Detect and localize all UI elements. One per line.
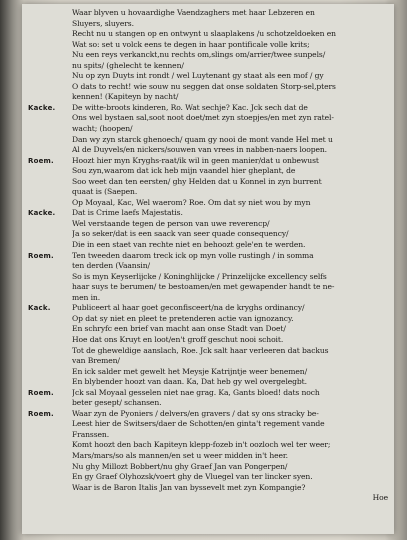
speaker-label bbox=[28, 145, 72, 156]
speaker-label bbox=[28, 29, 72, 40]
line-text: Mars/mars/so als mannen/en set u weer midden in't heer. bbox=[72, 450, 288, 460]
speaker-label bbox=[28, 92, 72, 103]
line-text: Ja so seker/dat is een saack van seer quade consequency/ bbox=[72, 229, 289, 239]
text-line bbox=[28, 198, 388, 209]
text-line bbox=[28, 103, 388, 114]
line-text: Nu ghy Millozt Bobbert/nu ghy Graef Jan van Pongerpen/ bbox=[72, 461, 288, 471]
text-line bbox=[28, 113, 388, 124]
line-text: Wel verstaande tegen de person van uwe reverencp/ bbox=[72, 218, 270, 228]
speaker-label bbox=[28, 229, 72, 240]
text-line bbox=[28, 324, 388, 335]
line-text: nu spits/ (ghelecht te kennen/ bbox=[72, 60, 184, 70]
speaker-label bbox=[28, 430, 72, 441]
text-line bbox=[28, 272, 388, 283]
speaker-label bbox=[28, 367, 72, 378]
line-text: En blybender hoozt van daan. Ka, Dat heb gy wel overgelegbt. bbox=[72, 377, 307, 387]
text-line bbox=[28, 282, 388, 293]
speaker-label: Kack. bbox=[28, 304, 51, 313]
line-text: kennen! (Kapiteyn by nacht/ bbox=[72, 92, 179, 102]
line-text: Wat so: set u volck eens te degen in haar pontificale volle krits; bbox=[72, 39, 310, 49]
text-line bbox=[28, 483, 388, 494]
text-line bbox=[28, 377, 388, 388]
speaker-label bbox=[28, 293, 72, 304]
line-text: Nu op zyn Duyts int rondt / wel Luytenant gy staat als een mof / gy bbox=[72, 71, 324, 81]
line-text: Dat is Crime laefs Majestatis. bbox=[72, 208, 183, 218]
speaker-label bbox=[28, 187, 72, 198]
text-line bbox=[28, 187, 388, 198]
speaker-label bbox=[28, 19, 72, 30]
line-text: Hoe bbox=[372, 493, 388, 503]
line-text: En ick salder met gewelt het Meysje Katrijntje weer benemen/ bbox=[72, 366, 308, 376]
text-line bbox=[28, 314, 388, 325]
line-text: Komt hoozt den bach Kapiteyn klepp-fozeb in't oozloch wel ter weer; bbox=[72, 440, 331, 450]
speaker-label: Roem. bbox=[28, 251, 54, 260]
line-text: Nu een reys verkanckt,nu rechts om,slings om/arrier/twee sunpels/ bbox=[72, 50, 326, 60]
line-text: En gy Graef Olyhozsk/voert ghy de Vluegel van ter lincker syen. bbox=[72, 472, 313, 482]
line-text: Al de Duyvels/en nickers/souwen van vrees in nabben-naers loopen. bbox=[72, 145, 327, 155]
speaker-label: Roem. bbox=[28, 388, 54, 397]
speaker-label bbox=[28, 219, 72, 230]
speaker-label bbox=[28, 166, 72, 177]
speaker-label bbox=[28, 113, 72, 124]
line-text: Recht nu u stangen op en ontwynt u slaaplakens /u schotzeldoeken en bbox=[72, 29, 336, 39]
line-text: Op Moyaal, Kac, Wel waerom? Roe. Om dat sy niet wou by myn bbox=[72, 197, 311, 207]
line-text: Hoe dat ons Kruyt en loot/en't groff geschut nooi schoit. bbox=[72, 334, 284, 344]
text-line bbox=[28, 335, 388, 346]
line-text: ten derden (Vaansin/ bbox=[72, 261, 150, 271]
text-line bbox=[28, 440, 388, 451]
text-line bbox=[28, 240, 388, 251]
line-text: wacht; (hoopen/ bbox=[72, 124, 133, 134]
speaker-label bbox=[28, 472, 72, 483]
line-text: Publiceert al haar goet geconfisceert/na de kryghs ordinancy/ bbox=[72, 303, 305, 313]
text-line bbox=[28, 19, 388, 30]
speaker-label bbox=[28, 40, 72, 51]
line-text: van Bremen/ bbox=[72, 356, 120, 366]
text-line bbox=[28, 166, 388, 177]
line-text: So is myn Keyserlijcke / Koninghlijcke / Prinzelijcke excellency selfs bbox=[72, 271, 327, 281]
text-line bbox=[28, 219, 388, 230]
line-text: De witte-broots kinderen, Ro. Wat sechje? Kac. Jck sech dat de bbox=[72, 102, 308, 112]
text-line bbox=[28, 40, 388, 51]
speaker-label bbox=[28, 82, 72, 93]
speaker-label bbox=[28, 272, 72, 283]
line-text: Waar is de Baron Italis Jan van byssevelt met zyn Kompangie? bbox=[72, 482, 306, 492]
speaker-label bbox=[28, 240, 72, 251]
speaker-label bbox=[28, 377, 72, 388]
line-text: O dats to recht! wie souw nu seggen dat onse soldaten Storp-sel,pters bbox=[72, 81, 336, 91]
text-line bbox=[28, 50, 388, 61]
speaker-label bbox=[28, 314, 72, 325]
text-line bbox=[28, 229, 388, 240]
line-text: Die in een staet van rechte niet en behoozt gele'en te werden. bbox=[72, 240, 306, 250]
speaker-label bbox=[28, 135, 72, 146]
speaker-label bbox=[28, 282, 72, 293]
speaker-label bbox=[28, 451, 72, 462]
speaker-label bbox=[28, 335, 72, 346]
text-line bbox=[28, 419, 388, 430]
line-text: beter gesept/ schansen. bbox=[72, 398, 162, 408]
text-line bbox=[28, 261, 388, 272]
text-line bbox=[28, 8, 388, 19]
text-line bbox=[28, 29, 388, 40]
speaker-label bbox=[28, 398, 72, 409]
line-text: Op dat sy niet en pleet te pretenderen actie van ignozancy. bbox=[72, 313, 294, 323]
text-line bbox=[28, 208, 388, 219]
line-text: Waar zyn de Pyoniers / delvers/en gravers / dat sy ons stracky be- bbox=[72, 408, 319, 418]
speaker-label bbox=[28, 198, 72, 209]
text-line bbox=[28, 356, 388, 367]
text-line bbox=[28, 303, 388, 314]
text-line bbox=[28, 430, 388, 441]
speaker-label bbox=[28, 462, 72, 473]
text-line bbox=[28, 472, 388, 483]
speaker-label bbox=[28, 261, 72, 272]
text-line bbox=[28, 462, 388, 473]
line-text: quaat is (Saepen. bbox=[72, 187, 138, 197]
text-line bbox=[28, 451, 388, 462]
text-line bbox=[28, 61, 388, 72]
line-text: Leest hier de Switsers/daer de Schotten/en ginta't regement vande bbox=[72, 419, 325, 429]
text-line bbox=[28, 156, 388, 167]
book-page bbox=[22, 4, 394, 534]
speaker-label bbox=[28, 356, 72, 367]
line-text: haar suys te berumen/ te bestoamen/en met gewapender handt te ne- bbox=[72, 282, 335, 292]
line-text: Ons wel bystaen sal,soot noot doet/met zyn stoepjes/en met zyn ratel- bbox=[72, 113, 334, 123]
line-text: Hoozt hier myn Kryghs-raat/ik wil in geen manier/dat u onbewust bbox=[72, 155, 319, 165]
text-line bbox=[28, 145, 388, 156]
text-line bbox=[28, 293, 388, 304]
speaker-label bbox=[28, 493, 72, 504]
text-line bbox=[28, 124, 388, 135]
speaker-label: Kacke. bbox=[28, 209, 56, 218]
text-line bbox=[28, 388, 388, 399]
line-text: Sou zyn,waarom dat ick heb mijn vaandel hier gheplant, de bbox=[72, 166, 296, 176]
speaker-label bbox=[28, 483, 72, 494]
speaker-label bbox=[28, 419, 72, 430]
text-line bbox=[28, 346, 388, 357]
line-text: Dan wy zyn starck ghenoech/ quam gy nooi de mont vande Hel met u bbox=[72, 134, 333, 144]
line-text: Jck sal Moyaal gesselen niet nae grag. Ka, Gants bloed! dats noch bbox=[72, 387, 320, 397]
text-line bbox=[28, 409, 388, 420]
text-line bbox=[28, 82, 388, 93]
text-line bbox=[28, 251, 388, 262]
line-text: Ten tweeden daarom treck ick op myn volle rustingh / in somma bbox=[72, 250, 314, 260]
text-line bbox=[28, 367, 388, 378]
text-line bbox=[28, 177, 388, 188]
text-line bbox=[28, 493, 388, 504]
line-text: Franssen. bbox=[72, 429, 110, 439]
text-line bbox=[28, 398, 388, 409]
speaker-label bbox=[28, 124, 72, 135]
page-text bbox=[28, 8, 388, 504]
speaker-label: Roem. bbox=[28, 409, 54, 418]
text-line bbox=[28, 71, 388, 82]
speaker-label bbox=[28, 61, 72, 72]
line-text: men in. bbox=[72, 292, 101, 302]
line-text: Soo weet dan ten eersten/ ghy Helden dat u Konnel in zyn burrent bbox=[72, 176, 322, 186]
speaker-label: Roem. bbox=[28, 156, 54, 165]
speaker-label: Kacke. bbox=[28, 103, 56, 112]
speaker-label bbox=[28, 440, 72, 451]
line-text: Sluyers, sluyers. bbox=[72, 18, 134, 28]
speaker-label bbox=[28, 177, 72, 188]
speaker-label bbox=[28, 324, 72, 335]
line-text: Tot de gheweldige aanslach, Roe. Jck salt haar verleeren dat backus bbox=[72, 345, 329, 355]
speaker-label bbox=[28, 71, 72, 82]
speaker-label bbox=[28, 50, 72, 61]
speaker-label bbox=[28, 8, 72, 19]
line-text: En schryfc een brief van macht aan onse Stadt van Doet/ bbox=[72, 324, 286, 334]
speaker-label bbox=[28, 346, 72, 357]
line-text: Waar blyven u hovaardighe Vaendzaghers met haar Lebzeren en bbox=[72, 8, 315, 17]
text-line bbox=[28, 92, 388, 103]
text-line bbox=[28, 135, 388, 146]
